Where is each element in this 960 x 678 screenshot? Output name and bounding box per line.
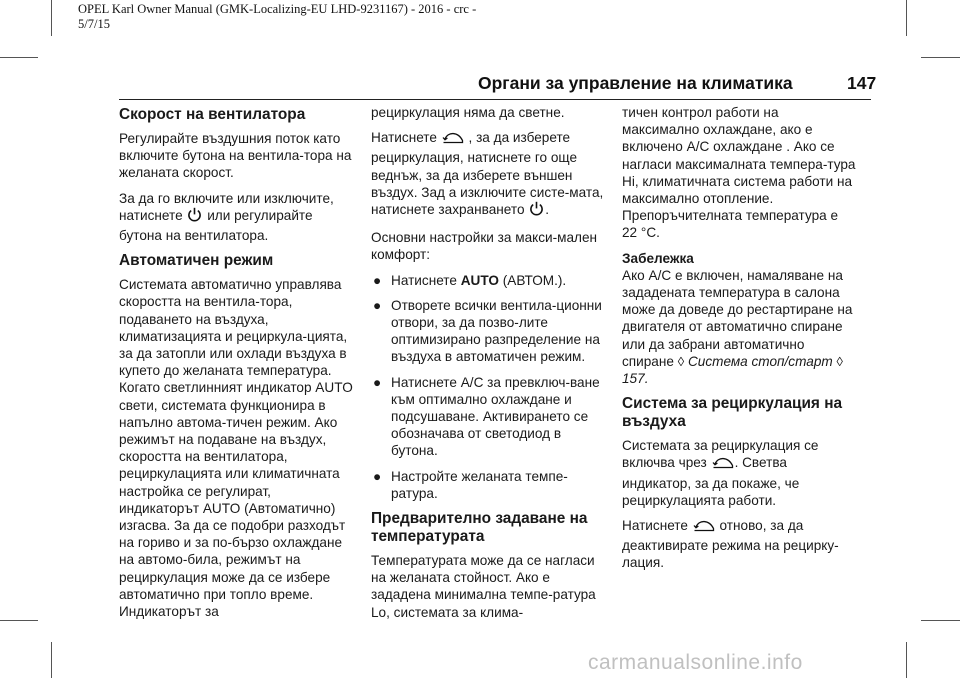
section-heading-recirculation: Система за рециркулация на въздуха bbox=[622, 395, 843, 431]
paragraph bbox=[119, 190, 353, 245]
list-item bbox=[371, 272, 605, 289]
power-icon bbox=[529, 201, 544, 221]
note-paragraph: Ако A/C е включен, намаляване на зададената температура в салона може да доведе до рестартиране на двигателя от автоматично спиране или да забрани автоматично спиране ◊ Система стоп/старт ◊ 157. bbox=[622, 267, 853, 387]
text: За да го включите или изключите, натиснете bbox=[119, 190, 334, 223]
bullet-dot: ● bbox=[373, 374, 382, 390]
cross-reference-page[interactable]: 157 bbox=[622, 371, 645, 387]
recirculation-icon bbox=[442, 131, 464, 149]
bullet-dot: ● bbox=[373, 468, 382, 484]
section-heading-auto-mode: Автоматичен режим bbox=[119, 252, 274, 270]
xref-arrow-icon: ◊ bbox=[677, 353, 685, 369]
crop-mark bbox=[906, 0, 907, 36]
text: или регулирайте бутона на вентилатора. bbox=[119, 207, 313, 244]
text: Отворете всички вентила-ционни отвори, за да позво-лите оптимизирано разпределение на въздуха в автоматичен режим. bbox=[391, 297, 602, 365]
text: Натиснете bbox=[391, 272, 457, 288]
cross-reference-link[interactable]: Система стоп/старт bbox=[687, 353, 833, 369]
text: (АВТОМ.). bbox=[502, 272, 567, 288]
crop-mark bbox=[51, 0, 52, 36]
column-2 bbox=[371, 104, 605, 629]
list-item bbox=[371, 297, 605, 366]
crop-mark bbox=[0, 620, 38, 621]
recirculation-icon bbox=[693, 519, 715, 537]
crop-mark bbox=[0, 57, 38, 58]
note-heading: Забележка bbox=[622, 250, 694, 266]
paragraph: Температурата може да се нагласи на желаната стойност. Ако е зададена минимална темпе-ратура Lo, системата за клима- bbox=[371, 553, 596, 620]
text: Натиснете A/C за превключ-ване към оптимално охлаждане и подсушаване. Активирането се обозначава от светодиод в бутона. bbox=[391, 374, 600, 459]
crop-mark bbox=[921, 57, 960, 58]
paragraph: Системата автоматично управлява скоростта на вентила-тора, подаването на въздуха, климатизацията и рециркула-цията, за да затопли или охлади въздуха в купето до желаната температура. Когато светлинният индикатор AUTO свети, системата функционира в напълно автома-тичен режим. Ако режимът на подаване на въздух, скоростта на вентилатора, рециркулацията или климатичната настройка се регулират, индикаторът AUTO (Автоматично) изгасва. За да се подобри разходът на гориво и за по-бързо охлаждане на автомо-била, режимът на рециркулация може да се избере автоматично при топло време. Индикаторът за bbox=[119, 277, 353, 620]
column-3 bbox=[622, 104, 856, 580]
document-header bbox=[78, 2, 498, 32]
text: Ако A/C е включен, намаляване на зададената температура в салона може да доведе до рестартиране на двигателя от автоматично спиране или да забрани автоматично спиране bbox=[622, 267, 853, 369]
crop-mark bbox=[906, 642, 907, 678]
bullet-dot: ● bbox=[373, 272, 382, 288]
text: . Светва индикатор, за да покаже, че рециркулацията работи. bbox=[622, 455, 800, 508]
text: отново, за да деактивирате режима на рецирку-лация. bbox=[622, 518, 839, 571]
crop-mark bbox=[51, 642, 52, 678]
document-header-line: OPEL Karl Owner Manual (GMK-Localizing-EU LHD-9231167) - 2016 - crc - bbox=[78, 2, 477, 16]
text: , за да изберете рециркулация, натиснете го още веднъж, за да изберете външен въздух. Зад а изключите систе-мата, натиснете захранването bbox=[371, 130, 604, 218]
list-item bbox=[371, 374, 605, 460]
crop-mark bbox=[921, 620, 960, 621]
paragraph bbox=[371, 129, 605, 221]
xref-arrow-icon: ◊ bbox=[836, 353, 843, 369]
paragraph: рециркулация няма да светне. bbox=[371, 105, 565, 120]
auto-label: AUTO bbox=[460, 272, 499, 288]
power-icon bbox=[187, 207, 202, 227]
paragraph: Регулирайте въздушния поток като включите бутона на вентила-тора на желаната скорост. bbox=[119, 131, 352, 181]
section-heading-temperature-preset: Предварително задаване на температурата bbox=[371, 510, 588, 546]
header-rule bbox=[119, 99, 871, 100]
text: Системата за рециркулация се включва чрез bbox=[622, 438, 819, 471]
text: Настройте желаната темпе-ратура. bbox=[391, 468, 568, 501]
document-header-date: 5/7/15 bbox=[78, 17, 110, 31]
paragraph: тичен контрол работи на максимално охлаждане, ако е включено A/C охлаждане . Ако се нагласи максималната темпера-тура Hi, климатичната система работи на максимално отопление. Препоръчителната температура е 22 °C. bbox=[622, 105, 856, 241]
text: . bbox=[545, 202, 550, 218]
watermark: carmanualsonline.info bbox=[588, 651, 803, 674]
column-1 bbox=[119, 104, 353, 628]
paragraph bbox=[622, 517, 856, 572]
page-number: 147 bbox=[847, 73, 877, 93]
recirculation-icon bbox=[712, 456, 734, 474]
section-heading-fan-speed: Скорост на вентилатора bbox=[119, 106, 306, 123]
list-item bbox=[371, 468, 605, 502]
bullet-dot: ● bbox=[373, 297, 382, 313]
paragraph bbox=[622, 437, 856, 509]
paragraph: Основни настройки за макси-мален комфорт: bbox=[371, 230, 598, 263]
text: Натиснете bbox=[622, 518, 688, 534]
text: Натиснете bbox=[371, 130, 437, 146]
running-title: Органи за управление на климатика bbox=[478, 73, 793, 93]
